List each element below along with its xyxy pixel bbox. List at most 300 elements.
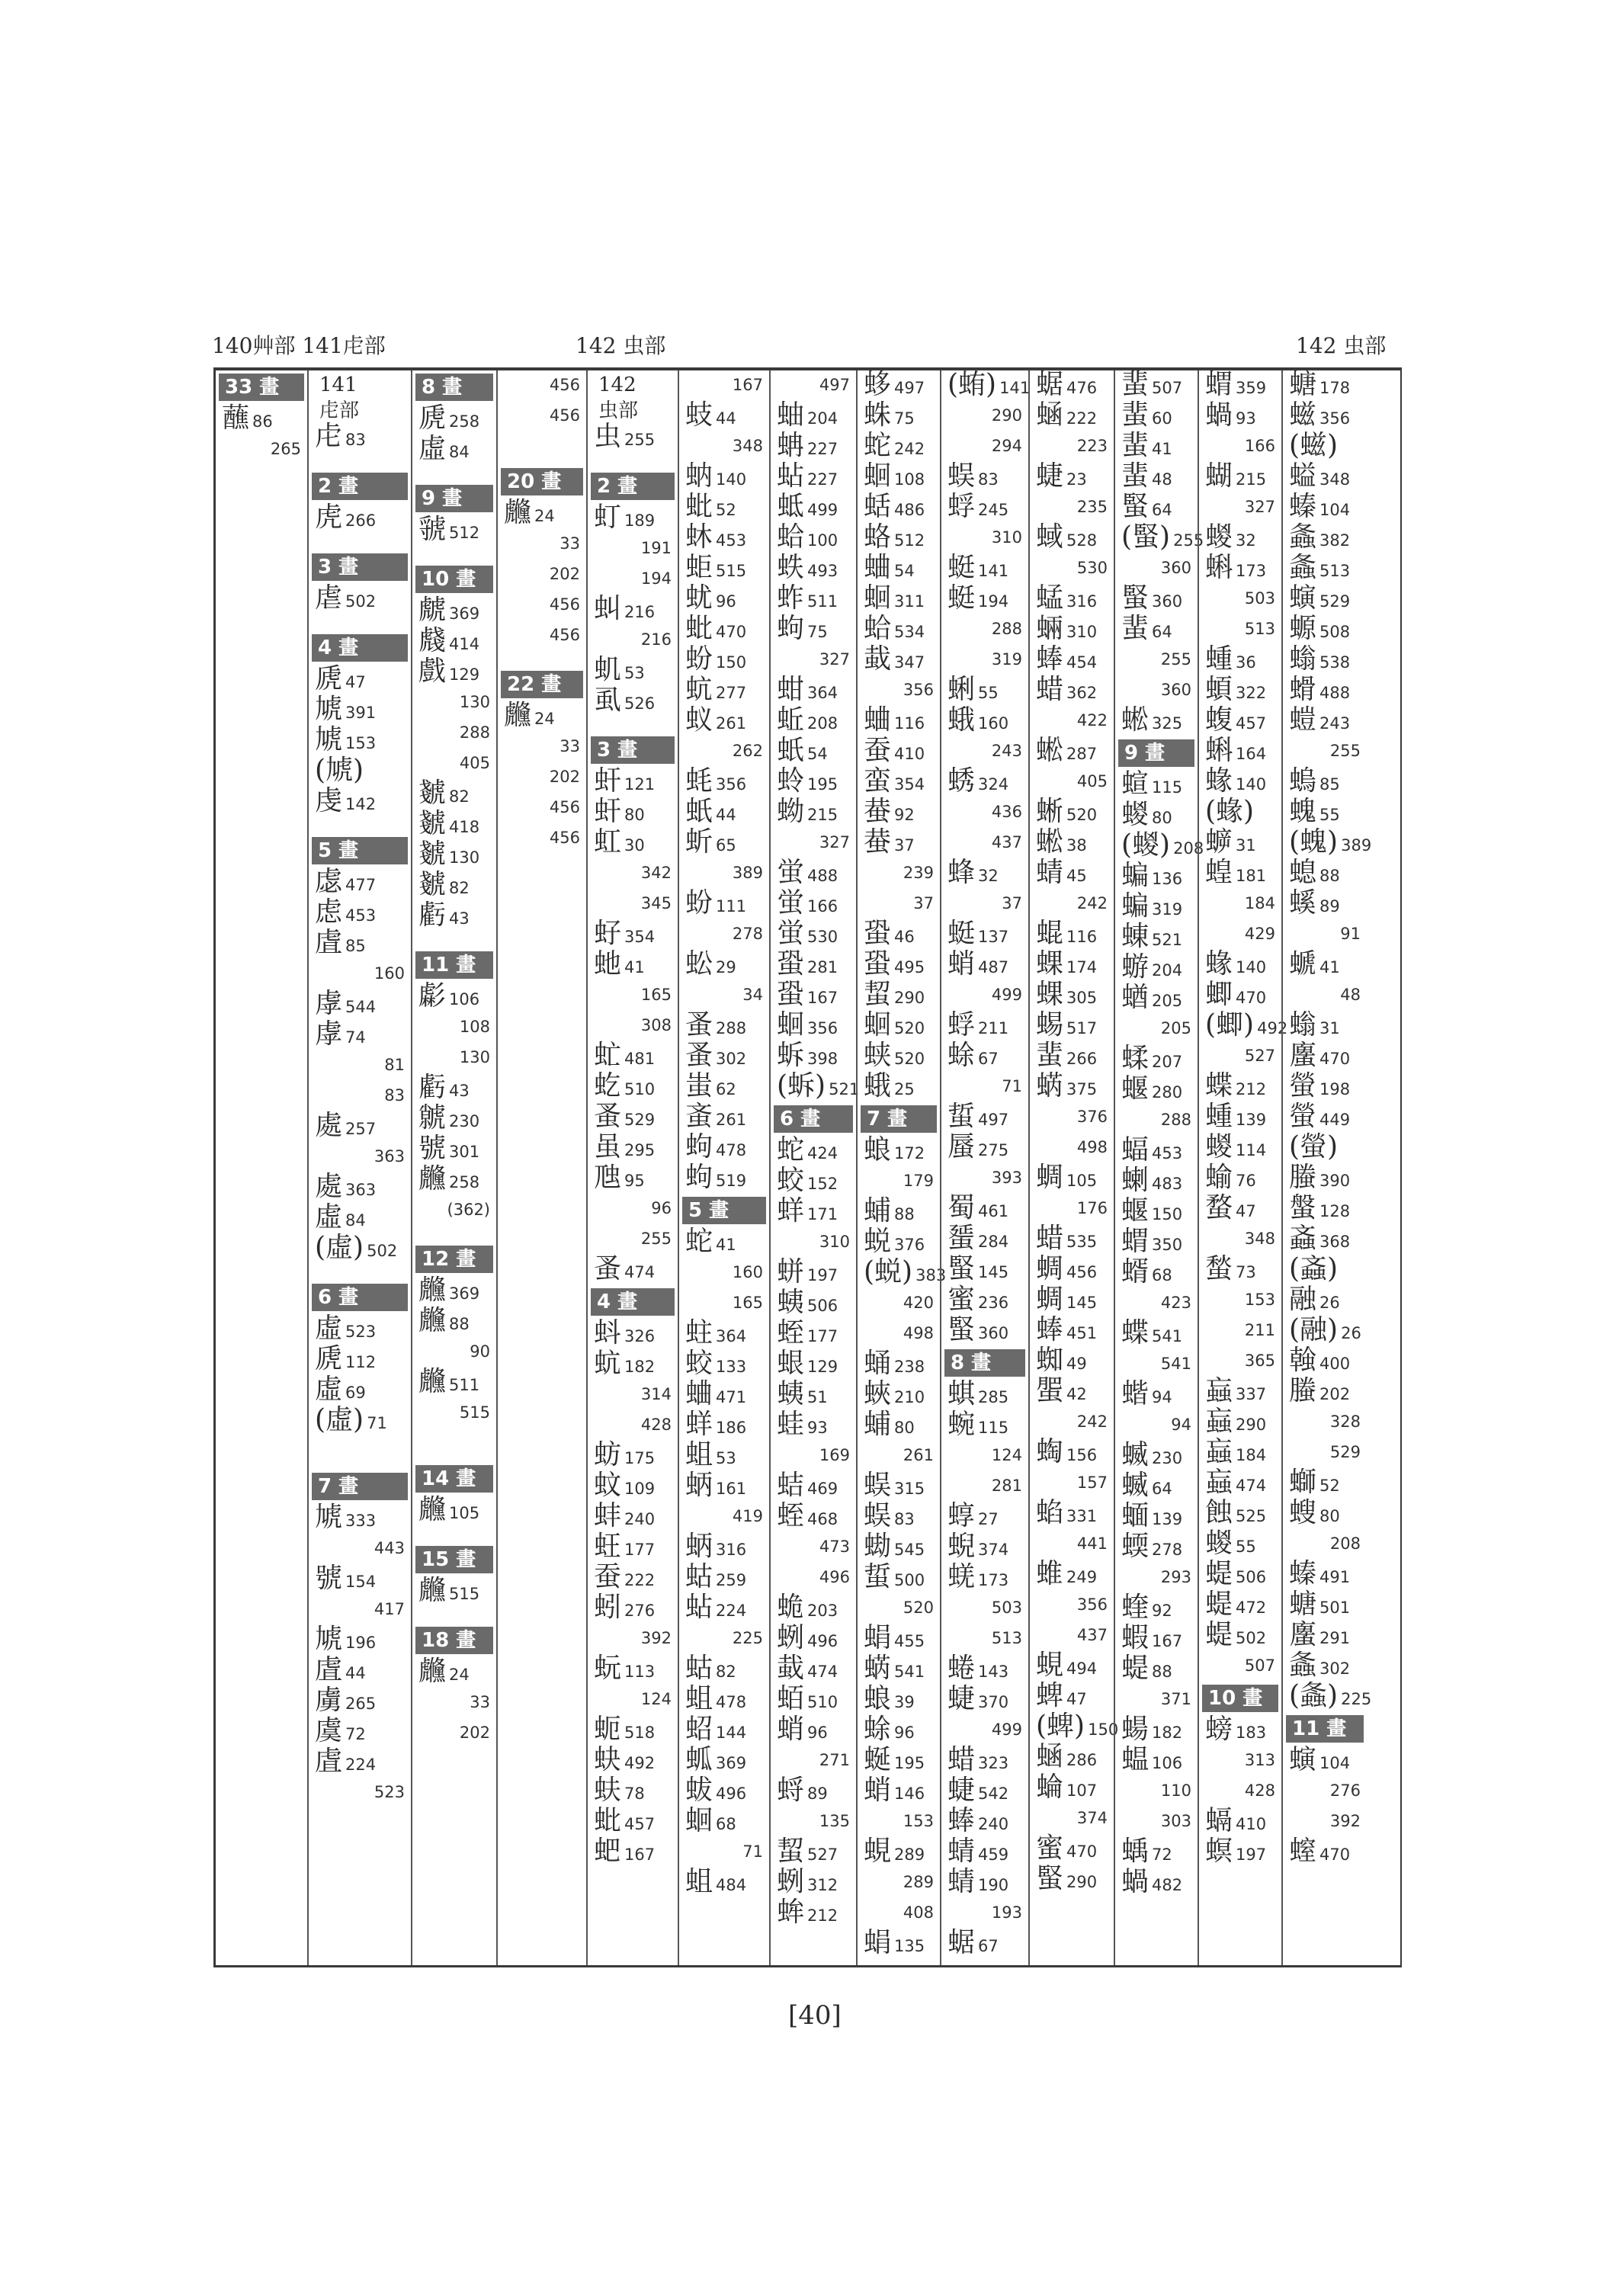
- index-character: 虪: [504, 497, 532, 528]
- index-entry: [1077, 770, 1108, 794]
- index-entry: [864, 1070, 915, 1102]
- page-reference: 153: [903, 1812, 934, 1830]
- page-reference: 197: [807, 1266, 838, 1284]
- index-entry: [1077, 1593, 1108, 1618]
- index-entry: [418, 1656, 470, 1688]
- page-reference: 43: [449, 909, 470, 928]
- index-entry: [641, 628, 672, 653]
- page-reference: 86: [252, 412, 273, 431]
- page-reference: 392: [640, 1629, 672, 1647]
- index-entry: [1289, 552, 1351, 584]
- page-reference: 189: [624, 511, 656, 530]
- page-reference: 55: [978, 684, 999, 702]
- index-entry: [864, 826, 915, 858]
- page-reference: 511: [449, 1376, 480, 1394]
- index-entry: [1121, 460, 1172, 492]
- page-reference: 316: [716, 1541, 747, 1559]
- page-reference: 48: [1340, 986, 1361, 1004]
- index-character: 螷: [1289, 1619, 1317, 1650]
- page-reference: 257: [345, 1120, 377, 1138]
- page-reference: 405: [459, 754, 490, 772]
- page-reference: 453: [716, 531, 747, 550]
- index-character: 蚊: [594, 1470, 622, 1501]
- index-entry: [641, 1688, 672, 1712]
- index-entry: [992, 983, 1022, 1008]
- index-entry: [864, 1195, 915, 1227]
- index-entry: [1036, 1040, 1098, 1072]
- index-character: 螡: [1289, 1223, 1317, 1254]
- index-entry: [777, 1653, 838, 1685]
- page-reference: 276: [1329, 1781, 1361, 1800]
- index-character: (螡): [1289, 1253, 1339, 1284]
- index-entry: [864, 369, 925, 401]
- index-character: 蛶: [777, 1775, 805, 1806]
- index-entry: [992, 435, 1022, 459]
- index-entry: [550, 796, 580, 820]
- index-entry: [992, 404, 1022, 428]
- index-entry: [1289, 613, 1351, 645]
- index-entry: [947, 1744, 1009, 1776]
- index-entry: [315, 1201, 366, 1233]
- page-reference: 487: [978, 958, 1009, 976]
- index-entry: [777, 1134, 838, 1166]
- page-reference: 141: [999, 379, 1031, 397]
- page-reference: 115: [1152, 778, 1183, 797]
- index-entry: [315, 582, 377, 614]
- index-entry: [1036, 1436, 1098, 1468]
- index-character: 蛉: [777, 765, 805, 797]
- index-character: 蚄: [594, 1439, 622, 1470]
- index-entry: [1205, 1101, 1267, 1133]
- index-character: 螉: [1289, 1009, 1317, 1041]
- index-character: 蛓: [864, 643, 892, 675]
- index-entry: [777, 1775, 828, 1807]
- index-entry: [594, 826, 645, 858]
- page-reference: 83: [894, 1510, 915, 1528]
- index-character: 蚨: [594, 1775, 622, 1806]
- index-entry: [685, 1775, 747, 1807]
- index-character: 蛒: [864, 521, 892, 553]
- index-character: 虍: [315, 421, 343, 452]
- page-reference: 542: [978, 1785, 1009, 1803]
- index-entry: [1121, 1378, 1172, 1410]
- index-character: 虷: [594, 765, 622, 797]
- page-reference: 41: [624, 958, 645, 976]
- index-character: 蝺: [1121, 1836, 1149, 1867]
- page-reference: 523: [374, 1783, 405, 1801]
- index-entry: [1036, 948, 1098, 980]
- index-character: 螝: [1289, 796, 1317, 827]
- index-character: 蜸: [947, 1314, 976, 1345]
- index-character: 蜃: [947, 1131, 976, 1162]
- page-reference: 333: [345, 1512, 377, 1530]
- index-entry: [864, 1622, 925, 1654]
- page-reference: 212: [1236, 1080, 1267, 1098]
- index-character: 虛: [315, 1313, 343, 1344]
- index-entry: [864, 1040, 925, 1072]
- index-entry: [1245, 922, 1275, 947]
- index-entry: [777, 1836, 838, 1868]
- page-reference: 359: [1236, 379, 1267, 397]
- page-reference: 242: [1076, 894, 1108, 912]
- page-reference: 363: [345, 1181, 377, 1199]
- page-reference: 461: [978, 1202, 1009, 1220]
- index-entry: [1036, 521, 1098, 553]
- page-reference: 41: [1319, 958, 1340, 976]
- page-reference: 222: [1066, 409, 1098, 428]
- index-entry: [864, 1500, 915, 1532]
- page-reference: 202: [549, 768, 580, 786]
- index-entry: [819, 831, 850, 855]
- index-entry: [1036, 1284, 1098, 1316]
- index-character: 虥: [418, 625, 447, 656]
- page-reference: 139: [1236, 1111, 1267, 1129]
- index-entry: [1121, 1195, 1183, 1227]
- page-reference: 290: [1066, 1873, 1098, 1891]
- page-reference: 91: [1340, 925, 1361, 943]
- index-character: 蚼: [777, 613, 805, 644]
- page-reference: 327: [819, 833, 850, 851]
- page-reference: 418: [449, 818, 480, 836]
- index-entry: [1077, 709, 1108, 733]
- index-character: 蚉: [685, 1101, 713, 1132]
- index-character: 蝢: [1205, 674, 1233, 705]
- index-entry: [1121, 704, 1183, 736]
- index-character: 蚰: [777, 399, 805, 431]
- page-reference: 451: [1066, 1324, 1098, 1342]
- index-entry: [1205, 1589, 1267, 1621]
- index-character: 蛔: [685, 1805, 713, 1836]
- index-entry: [685, 1866, 747, 1898]
- index-character: 蝱: [1205, 1467, 1233, 1498]
- page-reference: 400: [1319, 1355, 1351, 1373]
- index-character: 蛪: [864, 979, 892, 1010]
- page-reference: 177: [807, 1327, 838, 1345]
- page-reference: 224: [345, 1756, 377, 1774]
- index-entry: [594, 765, 656, 797]
- page-reference: 528: [1066, 531, 1098, 550]
- index-entry: [864, 1927, 925, 1959]
- page-reference: 183: [1236, 1724, 1267, 1742]
- index-character: 蜚: [1121, 369, 1149, 400]
- index-entry: [315, 1715, 366, 1747]
- index-character: 蜋: [864, 1683, 892, 1714]
- page-reference: 503: [991, 1599, 1022, 1617]
- index-character: 蛚: [777, 1622, 805, 1653]
- index-entry: [864, 948, 925, 980]
- page-reference: 449: [1319, 1111, 1351, 1129]
- page-reference: 230: [449, 1112, 480, 1130]
- index-entry: [777, 1165, 838, 1197]
- index-entry: [550, 765, 580, 790]
- index-entry: [819, 648, 850, 672]
- index-entry: [864, 735, 925, 767]
- index-entry: [777, 1348, 838, 1380]
- index-entry: [374, 1145, 405, 1169]
- index-entry: [864, 1775, 925, 1807]
- page-reference: 44: [716, 409, 736, 428]
- page-reference: 529: [1329, 1443, 1361, 1461]
- page-reference: 105: [1066, 1172, 1098, 1190]
- page-reference: 44: [716, 806, 736, 824]
- index-entry: [460, 752, 490, 776]
- page-reference: 83: [978, 470, 999, 489]
- page-reference: 507: [1152, 379, 1183, 397]
- index-entry: [1330, 739, 1361, 764]
- stroke-count-header: 10 畫: [1202, 1685, 1278, 1712]
- index-entry: [1036, 399, 1098, 431]
- index-character: 虔: [315, 785, 343, 816]
- page-reference: 512: [449, 524, 480, 542]
- index-entry: [992, 1166, 1022, 1191]
- index-character: 蚔: [685, 796, 713, 827]
- page-reference: 390: [1319, 1172, 1351, 1190]
- stroke-count-header: 11 畫: [1286, 1715, 1364, 1743]
- page-reference: 530: [807, 928, 838, 946]
- index-entry: [685, 1561, 747, 1593]
- index-character: 虦: [418, 778, 447, 809]
- index-character: 虯: [594, 593, 622, 624]
- page-reference: 301: [449, 1143, 480, 1161]
- page-reference: 72: [1152, 1845, 1172, 1864]
- index-entry: [418, 1494, 480, 1526]
- index-entry: [1077, 1624, 1108, 1648]
- page-reference: 104: [1319, 501, 1351, 519]
- page-reference: 510: [624, 1080, 656, 1098]
- index-entry: [947, 491, 1009, 523]
- page-reference: 303: [1160, 1812, 1191, 1830]
- index-entry: [864, 1378, 925, 1410]
- index-character: 蛔: [864, 1009, 892, 1041]
- index-entry: [1121, 982, 1183, 1014]
- index-entry: [685, 948, 736, 980]
- page-reference: 456: [549, 798, 580, 816]
- index-character: 蚍: [685, 491, 713, 522]
- page-reference: 515: [716, 562, 747, 580]
- page-reference: 92: [1152, 1602, 1172, 1620]
- index-entry: [864, 704, 925, 736]
- index-character: 蜢: [1036, 582, 1064, 614]
- index-entry: [1121, 829, 1204, 861]
- index-character: 蛇: [685, 1226, 713, 1257]
- page-reference: 519: [716, 1172, 747, 1190]
- page-reference: 325: [1152, 714, 1183, 733]
- index-entry: [685, 1131, 747, 1163]
- index-character: 螷: [1289, 1040, 1317, 1071]
- index-character: 蛔: [864, 460, 892, 492]
- stroke-count-header: 7 畫: [861, 1105, 937, 1133]
- page-reference: 142: [345, 795, 377, 813]
- index-character: 蝖: [1121, 768, 1149, 800]
- page-reference: 38: [1066, 836, 1087, 855]
- page-reference: 382: [1319, 531, 1351, 550]
- index-entry: [504, 497, 555, 529]
- index-entry: [1121, 1622, 1183, 1654]
- page-reference: 39: [894, 1693, 915, 1711]
- page-reference: 78: [624, 1785, 645, 1803]
- index-character: 蝬: [1121, 799, 1149, 830]
- page-reference: 54: [807, 745, 828, 763]
- index-character: 蚁: [685, 704, 713, 736]
- index-character: 蛩: [864, 918, 892, 949]
- page-reference: 474: [807, 1663, 838, 1681]
- page-reference: 225: [1341, 1690, 1372, 1708]
- page-reference: 502: [345, 592, 377, 611]
- index-entry: [315, 988, 377, 1020]
- index-character: 蛩: [864, 948, 892, 980]
- index-entry: [903, 861, 934, 886]
- page-reference: 520: [903, 1599, 934, 1617]
- index-entry: [1121, 1317, 1183, 1349]
- index-character: 蚯: [777, 704, 805, 736]
- index-character: 蜊: [947, 674, 976, 705]
- page-reference: 288: [1160, 1111, 1191, 1129]
- index-entry: [903, 1596, 934, 1621]
- index-entry: [1205, 1528, 1256, 1560]
- index-character: 虺: [594, 1162, 622, 1193]
- page-reference: 243: [991, 742, 1022, 760]
- index-character: 蛝: [777, 1348, 805, 1379]
- page-reference: 176: [1076, 1199, 1108, 1217]
- index-entry: [1289, 1836, 1351, 1868]
- index-entry: [1121, 1714, 1183, 1746]
- page-reference: 474: [1236, 1477, 1267, 1495]
- index-entry: [947, 582, 1009, 614]
- index-entry: [864, 613, 925, 645]
- index-entry: [733, 922, 763, 947]
- index-entry: [685, 1040, 747, 1072]
- page-reference: 184: [1236, 1446, 1267, 1464]
- page-reference: 356: [716, 775, 747, 794]
- index-character: 虨: [418, 980, 447, 1012]
- page-reference: 472: [1236, 1599, 1267, 1617]
- index-character: 蛟: [777, 1165, 805, 1196]
- index-entry: [1205, 369, 1267, 401]
- index-entry: [1121, 613, 1172, 645]
- index-character: 蛔: [777, 1009, 805, 1041]
- index-character: 蜙: [1121, 704, 1149, 736]
- page-reference: 477: [345, 876, 377, 894]
- page-reference: 262: [732, 742, 763, 760]
- index-entry: [777, 857, 838, 889]
- index-column: [1028, 369, 1119, 1965]
- page-reference: 216: [640, 630, 672, 649]
- index-entry: [903, 1810, 934, 1834]
- page-reference: 80: [1319, 1507, 1340, 1525]
- page-reference: 37: [1002, 894, 1022, 912]
- index-character: 蝸: [1205, 399, 1233, 431]
- index-entry: [418, 514, 480, 546]
- index-entry: [777, 674, 838, 706]
- page-reference: 113: [624, 1663, 656, 1681]
- index-entry: [560, 532, 580, 556]
- index-entry: [470, 1340, 490, 1364]
- index-character: 蜸: [1036, 1863, 1064, 1894]
- index-entry: [1289, 1375, 1351, 1407]
- page-reference: 164: [1236, 745, 1267, 763]
- index-character: 蚔: [777, 735, 805, 766]
- index-entry: [315, 502, 377, 534]
- index-character: 蜻: [1036, 857, 1064, 888]
- index-entry: [1121, 491, 1172, 523]
- index-character: 蚷: [685, 552, 713, 583]
- page-reference: 145: [1066, 1294, 1098, 1312]
- index-character: 螔: [1289, 948, 1317, 980]
- index-entry: [1161, 1566, 1191, 1590]
- index-character: 蛍: [777, 887, 805, 919]
- page-reference: 31: [1236, 836, 1256, 855]
- index-character: 蛌: [685, 1744, 713, 1775]
- index-entry: [685, 521, 747, 553]
- index-character: (虛): [315, 1232, 364, 1263]
- index-character: 蜚: [1036, 1040, 1064, 1071]
- page-reference: 523: [345, 1323, 377, 1341]
- index-entry: [777, 765, 838, 797]
- index-entry: [1245, 435, 1275, 459]
- index-entry: [777, 979, 838, 1011]
- page-reference: 81: [384, 1056, 405, 1074]
- index-character: 蜉: [947, 1009, 976, 1041]
- index-entry: [947, 1531, 1009, 1563]
- index-entry: [685, 1439, 736, 1471]
- page-reference: 93: [807, 1419, 828, 1437]
- index-entry: [418, 1305, 470, 1337]
- index-character: 蚸: [777, 1040, 805, 1071]
- index-entry: [594, 1531, 656, 1563]
- index-character: 蛘: [685, 1409, 713, 1440]
- index-character: 蜩: [1036, 1253, 1064, 1284]
- radical-label: 虫部: [598, 399, 639, 422]
- stroke-count-header: 5 畫: [312, 837, 408, 864]
- page-reference: 288: [991, 620, 1022, 638]
- page-reference: 281: [807, 958, 838, 976]
- index-entry: [947, 765, 1009, 797]
- page-reference: 363: [374, 1147, 405, 1166]
- page-reference: 521: [829, 1080, 860, 1098]
- page-reference: 356: [807, 1019, 838, 1037]
- index-entry: [1205, 643, 1256, 675]
- page-reference: 235: [1076, 498, 1108, 516]
- page-reference: 417: [374, 1600, 405, 1618]
- page-reference: 24: [534, 507, 555, 525]
- page-reference: 255: [1160, 650, 1191, 669]
- page-reference: 510: [807, 1693, 838, 1711]
- index-character: 蜚: [1121, 430, 1149, 461]
- page-reference: 37: [913, 894, 934, 912]
- page-reference: 312: [807, 1876, 838, 1894]
- page-reference: 513: [1244, 620, 1275, 638]
- index-entry: [1205, 826, 1256, 858]
- page-reference: 88: [894, 1205, 915, 1223]
- index-character: 蜛: [1036, 369, 1064, 400]
- index-entry: [1036, 1741, 1098, 1773]
- page-reference: 115: [978, 1419, 1009, 1437]
- index-entry: [685, 552, 747, 584]
- index-character: 蜆: [864, 1836, 892, 1867]
- page-reference: 44: [345, 1664, 366, 1682]
- index-character: 蛬: [864, 826, 892, 858]
- page-reference: 457: [624, 1815, 656, 1833]
- index-entry: [1289, 1253, 1341, 1285]
- index-entry: [685, 491, 736, 523]
- index-entry: [641, 1413, 672, 1438]
- index-entry: [1289, 826, 1372, 858]
- header-right: 142 虫部: [1296, 333, 1387, 358]
- page-reference: 544: [345, 998, 377, 1016]
- index-character: 虢: [418, 514, 447, 545]
- page-reference: 374: [1076, 1809, 1108, 1827]
- index-entry: [1121, 1744, 1183, 1776]
